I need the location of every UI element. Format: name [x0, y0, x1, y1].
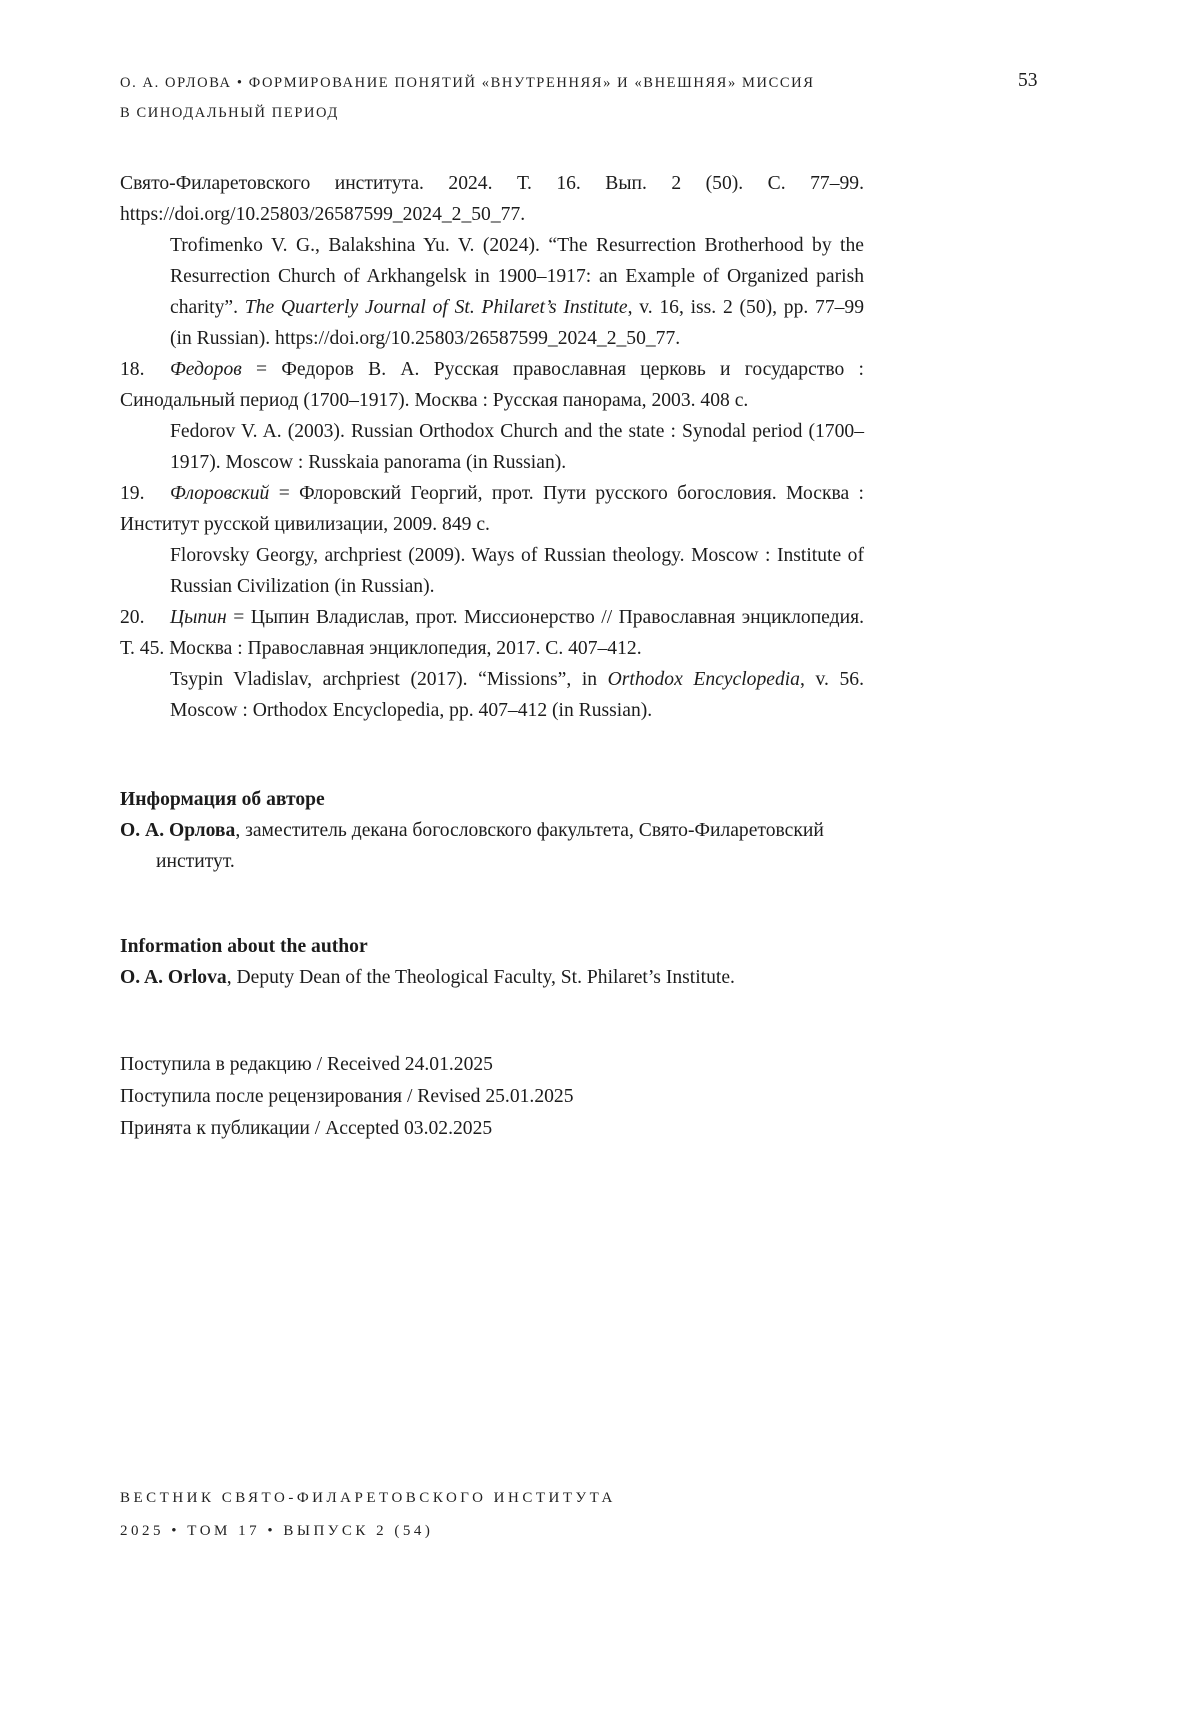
text-segment: Федоров	[170, 359, 242, 380]
text-segment: Trofimenko V. G., Balakshina Yu. V. (2024). “The Resurrection Brotherhood by the Resurrection Church of Arkhangelsk in 1900–1917: an Example of Organized parish charity”.	[170, 235, 864, 318]
reference-20-text	[120, 607, 864, 659]
reference-18-text	[120, 359, 864, 411]
reference-17-continuation-en	[120, 230, 864, 354]
text-segment: The Quarterly Journal of St. Philaret’s Institute	[244, 297, 628, 318]
text-segment: , v. 56. Moscow : Orthodox Encyclopedia, pp. 407–412 (in Russian).	[170, 669, 864, 721]
reference-20-en	[120, 664, 864, 726]
date-revised: Поступила после рецензирования / Revised 25.01.2025	[120, 1086, 574, 1107]
text-segment: О. А. Орлова	[120, 820, 236, 841]
running-header-line2: В СИНОДАЛЬНЫЙ ПЕРИОД	[120, 105, 339, 121]
text-segment: Fedorov V. A. (2003). Russian Orthodox Church and the state : Synodal period (1700–1917). Moscow : Russkaia panorama (in Russian).	[170, 421, 864, 473]
date-accepted: Принята к публикации / Accepted 03.02.2025	[120, 1118, 493, 1139]
text-segment: , v. 16, iss. 2 (50), pp. 77–99 (in Russian). https://doi.org/10.25803/26587599_2024_2_50_77.	[170, 297, 865, 349]
text-segment: Orthodox Encyclopedia	[607, 669, 800, 690]
reference-18-en	[120, 416, 864, 478]
author-info-ru	[120, 784, 864, 877]
reference-18-number: 18.	[120, 359, 145, 380]
journal-footer-issue: 2025 • ТОМ 17 • ВЫПУСК 2 (54)	[120, 1523, 434, 1539]
author-info-heading-ru: Информация об авторе	[120, 789, 325, 810]
journal-footer	[120, 1482, 616, 1548]
reference-18-ru	[120, 354, 864, 416]
reference-19-text	[120, 483, 864, 535]
page-number: 53	[1018, 70, 1038, 91]
text-segment: = Федоров В. А. Русская православная церковь и государство : Синодальный период (1700–1917). Москва : Русская панорама, 2003. 408 с.	[120, 359, 864, 411]
author-info-text-en	[120, 962, 864, 993]
text-segment: Tsypin Vladislav, archpriest (2017). “Missions”, in	[170, 669, 608, 690]
author-info-text-ru	[120, 815, 864, 877]
text-segment: , Deputy Dean of the Theological Faculty, St. Philaret’s Institute.	[226, 967, 735, 988]
reference-19-number: 19.	[120, 483, 145, 504]
date-received: Поступила в редакцию / Received 24.01.2025	[120, 1054, 493, 1075]
reference-20-number: 20.	[120, 607, 145, 628]
reference-19-en	[120, 540, 864, 602]
author-info-en	[120, 931, 864, 993]
journal-footer-title: ВЕСТНИК СВЯТО-ФИЛАРЕТОВСКОГО ИНСТИТУТА	[120, 1490, 616, 1506]
references-section	[120, 168, 864, 1145]
reference-20-ru	[120, 602, 864, 664]
text-segment: O. A. Orlova	[120, 967, 227, 988]
text-segment: Флоровский	[170, 483, 270, 504]
text-segment: Florovsky Georgy, archpriest (2009). Ways of Russian theology. Moscow : Institute of Russian Civilization (in Russian).	[170, 545, 864, 597]
text-segment: = Флоровский Георгий, прот. Пути русского богословия. Москва : Институт русской цивилизации, 2009. 849 с.	[120, 483, 864, 535]
text-segment: Цыпин	[170, 607, 227, 628]
reference-17-continuation-ru	[120, 168, 864, 230]
author-info-heading-en: Information about the author	[120, 936, 368, 957]
running-header-line1: О. А. ОРЛОВА • ФОРМИРОВАНИЕ ПОНЯТИЙ «ВНУТРЕННЯЯ» И «ВНЕШНЯЯ» МИССИЯ	[120, 75, 815, 91]
running-header	[120, 68, 900, 128]
text-segment: , заместитель декана богословского факультета, Свято-Филаретовский институт.	[156, 820, 824, 872]
text-segment: = Цыпин Владислав, прот. Миссионерство // Православная энциклопедия. Т. 45. Москва : Православная энциклопедия, 2017. С. 407–412.	[120, 607, 864, 659]
reference-19-ru	[120, 478, 864, 540]
text-segment: Свято-Филаретовского института. 2024. Т. 16. Вып. 2 (50). С. 77–99. https://doi.org/10.25803/26587599_2024_2_50_77.	[120, 173, 864, 225]
submission-dates	[120, 1049, 864, 1145]
